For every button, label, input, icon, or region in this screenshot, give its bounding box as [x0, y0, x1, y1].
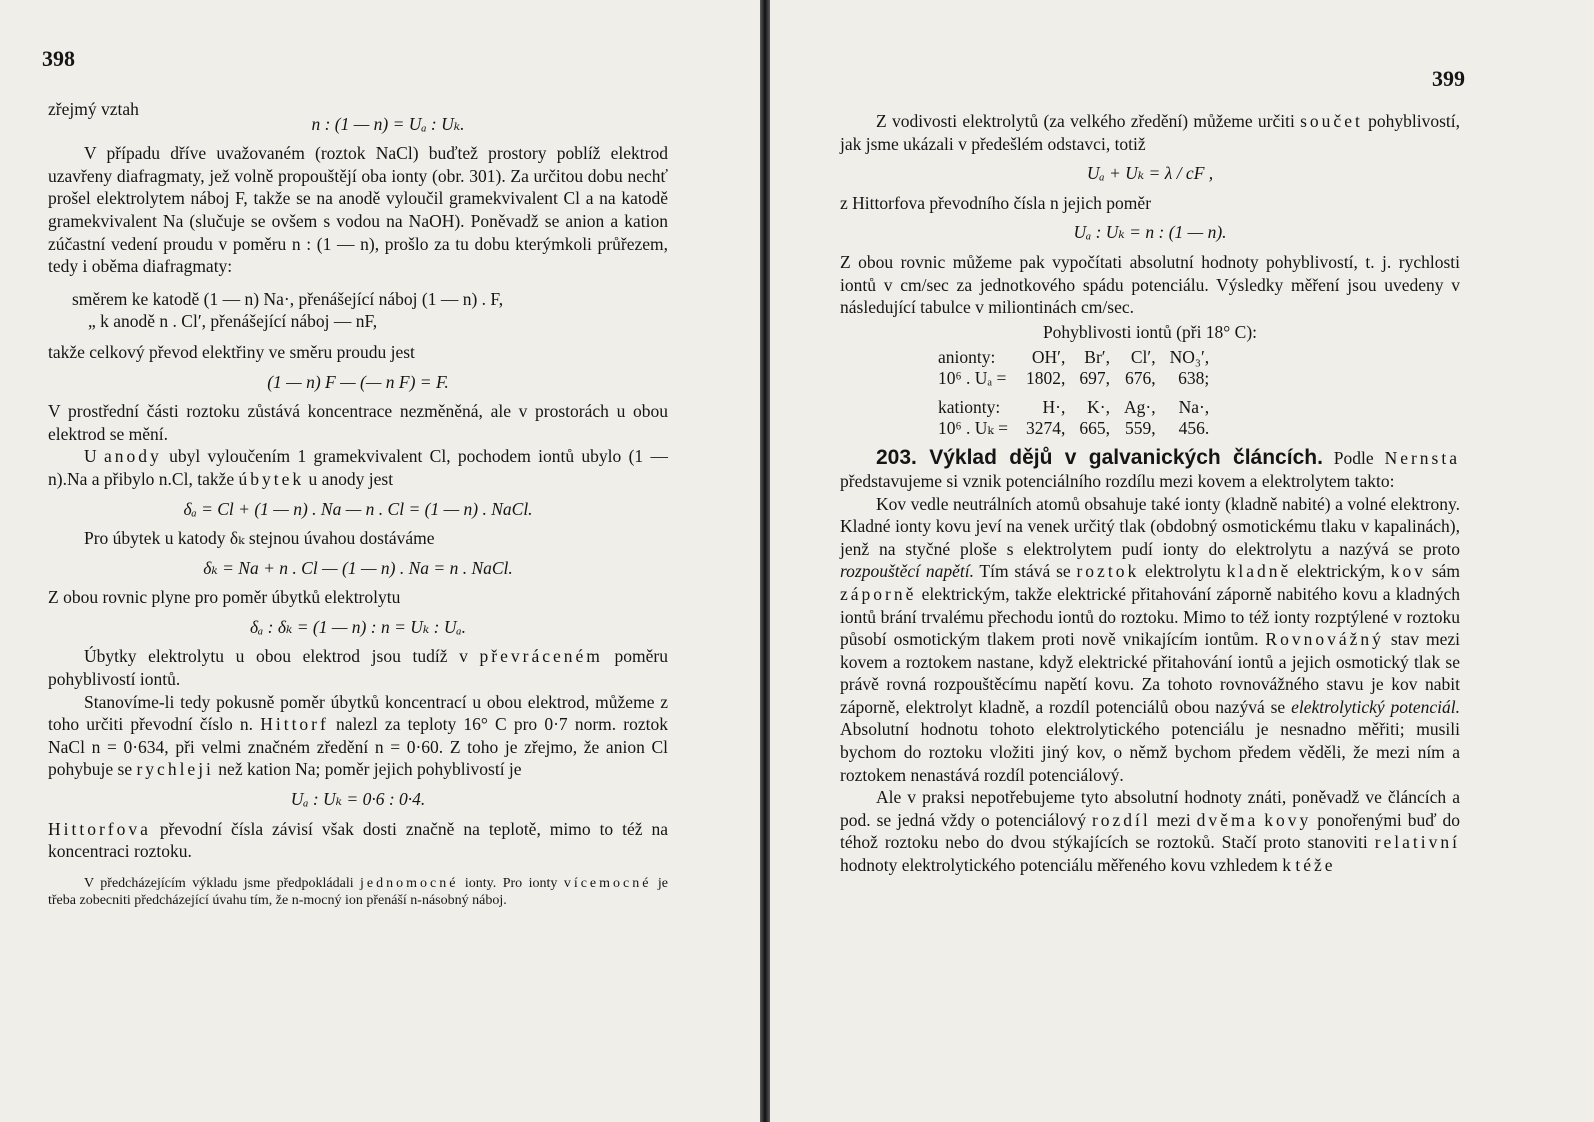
- formula-line: „ k anodě n . Cl′, přenášející náboj — nF,: [88, 311, 378, 332]
- paragraph: V prostřední části roztoku zůstává koncentrace nezměněná, ale v prostorách u obou elektrod se mění.: [48, 401, 668, 444]
- paragraph: U anody ubyl vyloučením 1 gramekvivalent Cl, pochodem iontů ubylo (1 — n).Na a přibylo n.Cl, takže úbytek u anody jest: [48, 446, 668, 489]
- intro-text: zřejmý vztah: [48, 99, 139, 119]
- right-page: [770, 0, 1594, 1122]
- equation: δₖ = Na + n . Cl — (1 — n) . Na = n . NaCl.: [203, 557, 513, 578]
- table-row: 10⁶ . Uₐ = 1802, 697, 676, 638;: [938, 368, 1210, 389]
- formula-line: směrem ke katodě (1 — n) Na·, přenášející náboj (1 — n) . F,: [72, 288, 504, 309]
- equation: Uₐ + Uₖ = λ / cF ,: [1086, 163, 1214, 184]
- table-row: anionty: OH′, Br′, Cl′, NO₃′,: [938, 347, 1210, 368]
- footnote: V předcházejícím výkladu jsme předpokládali jednomocné ionty. Pro ionty vícemocné je třeba zobecniti předcházející úvahu tím, že n-mocný ion přenáší n-násobný náboj.: [48, 875, 668, 908]
- paragraph: V případu dříve uvažovaném (roztok NaCl) buďtež prostory poblíž elektrod uzavřeny diafragmaty, jež volně propouštějí oba ionty (obr. 301). Za určitou dobu nechť prošel elektrolytem náboj F, takže se na anodě vyloučil gramekvivalent Cl a na katodě gramekvivalent Na (slučuje se ovšem s vodou na NaOH). Poněvadž se anion a kation zúčastní vedení proudu v poměru n : (1 — n), prošlo za tu dobu kterýmkoli průřezem, tedy i oběma diafragmaty:: [48, 143, 668, 277]
- table-caption: Pohyblivosti iontů (při 18° C):: [1042, 321, 1258, 342]
- paragraph: 203. Výklad dějů v galvanických článcích. Podle Nernsta představujeme si vznik potenciálního rozdílu mezi kovem a elektrolytem takto:: [840, 446, 1460, 491]
- equation: δₐ = Cl + (1 — n) . Na — n . Cl = (1 — n) . NaCl.: [183, 498, 533, 519]
- paragraph: Úbytky elektrolytu u obou elektrod jsou tudíž v převráceném poměru pohyblivostí iontů.: [48, 646, 668, 690]
- equation: Uₐ : Uₖ = n : (1 — n).: [1073, 222, 1227, 243]
- right-text: [840, 110, 1460, 877]
- paragraph: Z obou rovnic plyne pro poměr úbytků elektrolytu: [48, 587, 401, 608]
- mobility-table: [938, 347, 1223, 439]
- left-text: [48, 94, 668, 909]
- paragraph: Stanovíme-li tedy pokusně poměr úbytků koncentrací u obou elektrod, můžeme z toho určiti převodní číslo n. Hittorf nalezl za teploty 16° C pro 0·7 norm. roztok NaCl n = 0·634, při velmi značném zředění n = 0·60. Z toho je zřejmo, že anion Cl pohybuje se rychleji než kation Na; poměr jejich pohyblivostí je: [48, 691, 668, 780]
- paragraph: Z vodivosti elektrolytů (za velkého zředění) můžeme určiti součet pohyblivostí, jak jsme ukázali v předešlém odstavci, totiž: [840, 111, 1460, 154]
- section-heading: 203. Výklad dějů v galvanických článcích.: [876, 446, 1323, 470]
- equation: δₐ : δₖ = (1 — n) : n = Uₖ : Uₐ.: [250, 616, 466, 637]
- left-page: [0, 0, 760, 1122]
- page-number: 398: [42, 46, 75, 71]
- equation: n : (1 — n) = Uₐ : Uₖ.: [311, 113, 465, 134]
- page-number: 399: [1432, 66, 1465, 91]
- paragraph: Hittorfova převodní čísla závisí však dosti značně na teplotě, mimo to též na koncentraci roztoku.: [48, 818, 668, 862]
- paragraph: Kov vedle neutrálních atomů obsahuje také ionty (kladně nabité) a volné elektrony. Kladné ionty kovu jeví na venek určitý tlak (obdobný osmotickému tlaku v kapalinách), jenž na styčné ploše s elektrolytem pudí ionty do elektrolytu a nazývá se proto rozpouštěcí napětí. Tím stává se roztok elektrolytu kladně elektrickým, kov sám záporně elektrickým, takže elektrické přitahování záporně nabitého kovu a kladných iontů brání trvalému přechodu iontů do roztoku. Mimo to též ionty rozptýlené v roztoku působí osmotickým tlakem proti nově vnikajícím iontům. Rovnovážný stav mezi kovem a roztokem nastane, když elektrické přitahování iontů a jejich osmotický tlak se právě rovná rozpouštěcímu napětí kovu. Za tohoto rovnovážného stavu je kov nabit záporně, elektrolyt kladně, a rozdíl potenciálů obou nazývá se elektrolytický potenciál. Absolutní hodnotu tohoto elektrolytického potenciálu je nesnadno měřiti; musili bychom do roztoku vložiti jiný kov, o němž bychom předem věděli, že mezi ním a roztokem nenastává rozdíl potenciálový.: [840, 493, 1461, 785]
- paragraph: Ale v praksi nepotřebujeme tyto absolutní hodnoty znáti, poněvadž ve článcích a pod. se jedná vždy o potenciálový rozdíl mezi dvěma kovy ponořenými buď do téhož roztoku nebo do dvou stýkajících se roztoků. Stačí proto stanoviti relativní hodnoty elektrolytického potenciálu měřeného kovu vzhledem k téže: [840, 787, 1460, 876]
- book-gutter: [760, 0, 770, 1122]
- table-row: 10⁶ . Uₖ = 3274, 665, 559, 456.: [938, 418, 1210, 439]
- paragraph: z Hittorfova převodního čísla n jejich poměr: [840, 192, 1152, 213]
- table-row: kationty: H·, K·, Ag·, Na·,: [938, 397, 1210, 418]
- paragraph: Pro úbytek u katody δₖ stejnou úvahou dostáváme: [84, 528, 435, 549]
- paragraph: Z obou rovnic můžeme pak vypočítati absolutní hodnoty pohyblivostí, t. j. rychlosti iontů v cm/sec za jednotkového spádu potenciálu. Výsledky měření jsou uvedeny v následující tabulce v miliontinách cm/sec.: [840, 251, 1460, 318]
- equation: (1 — n) F — (— n F) = F.: [267, 371, 449, 392]
- equation: Uₐ : Uₖ = 0·6 : 0·4.: [290, 789, 426, 810]
- paragraph: takže celkový převod elektřiny ve směru proudu jest: [48, 341, 415, 362]
